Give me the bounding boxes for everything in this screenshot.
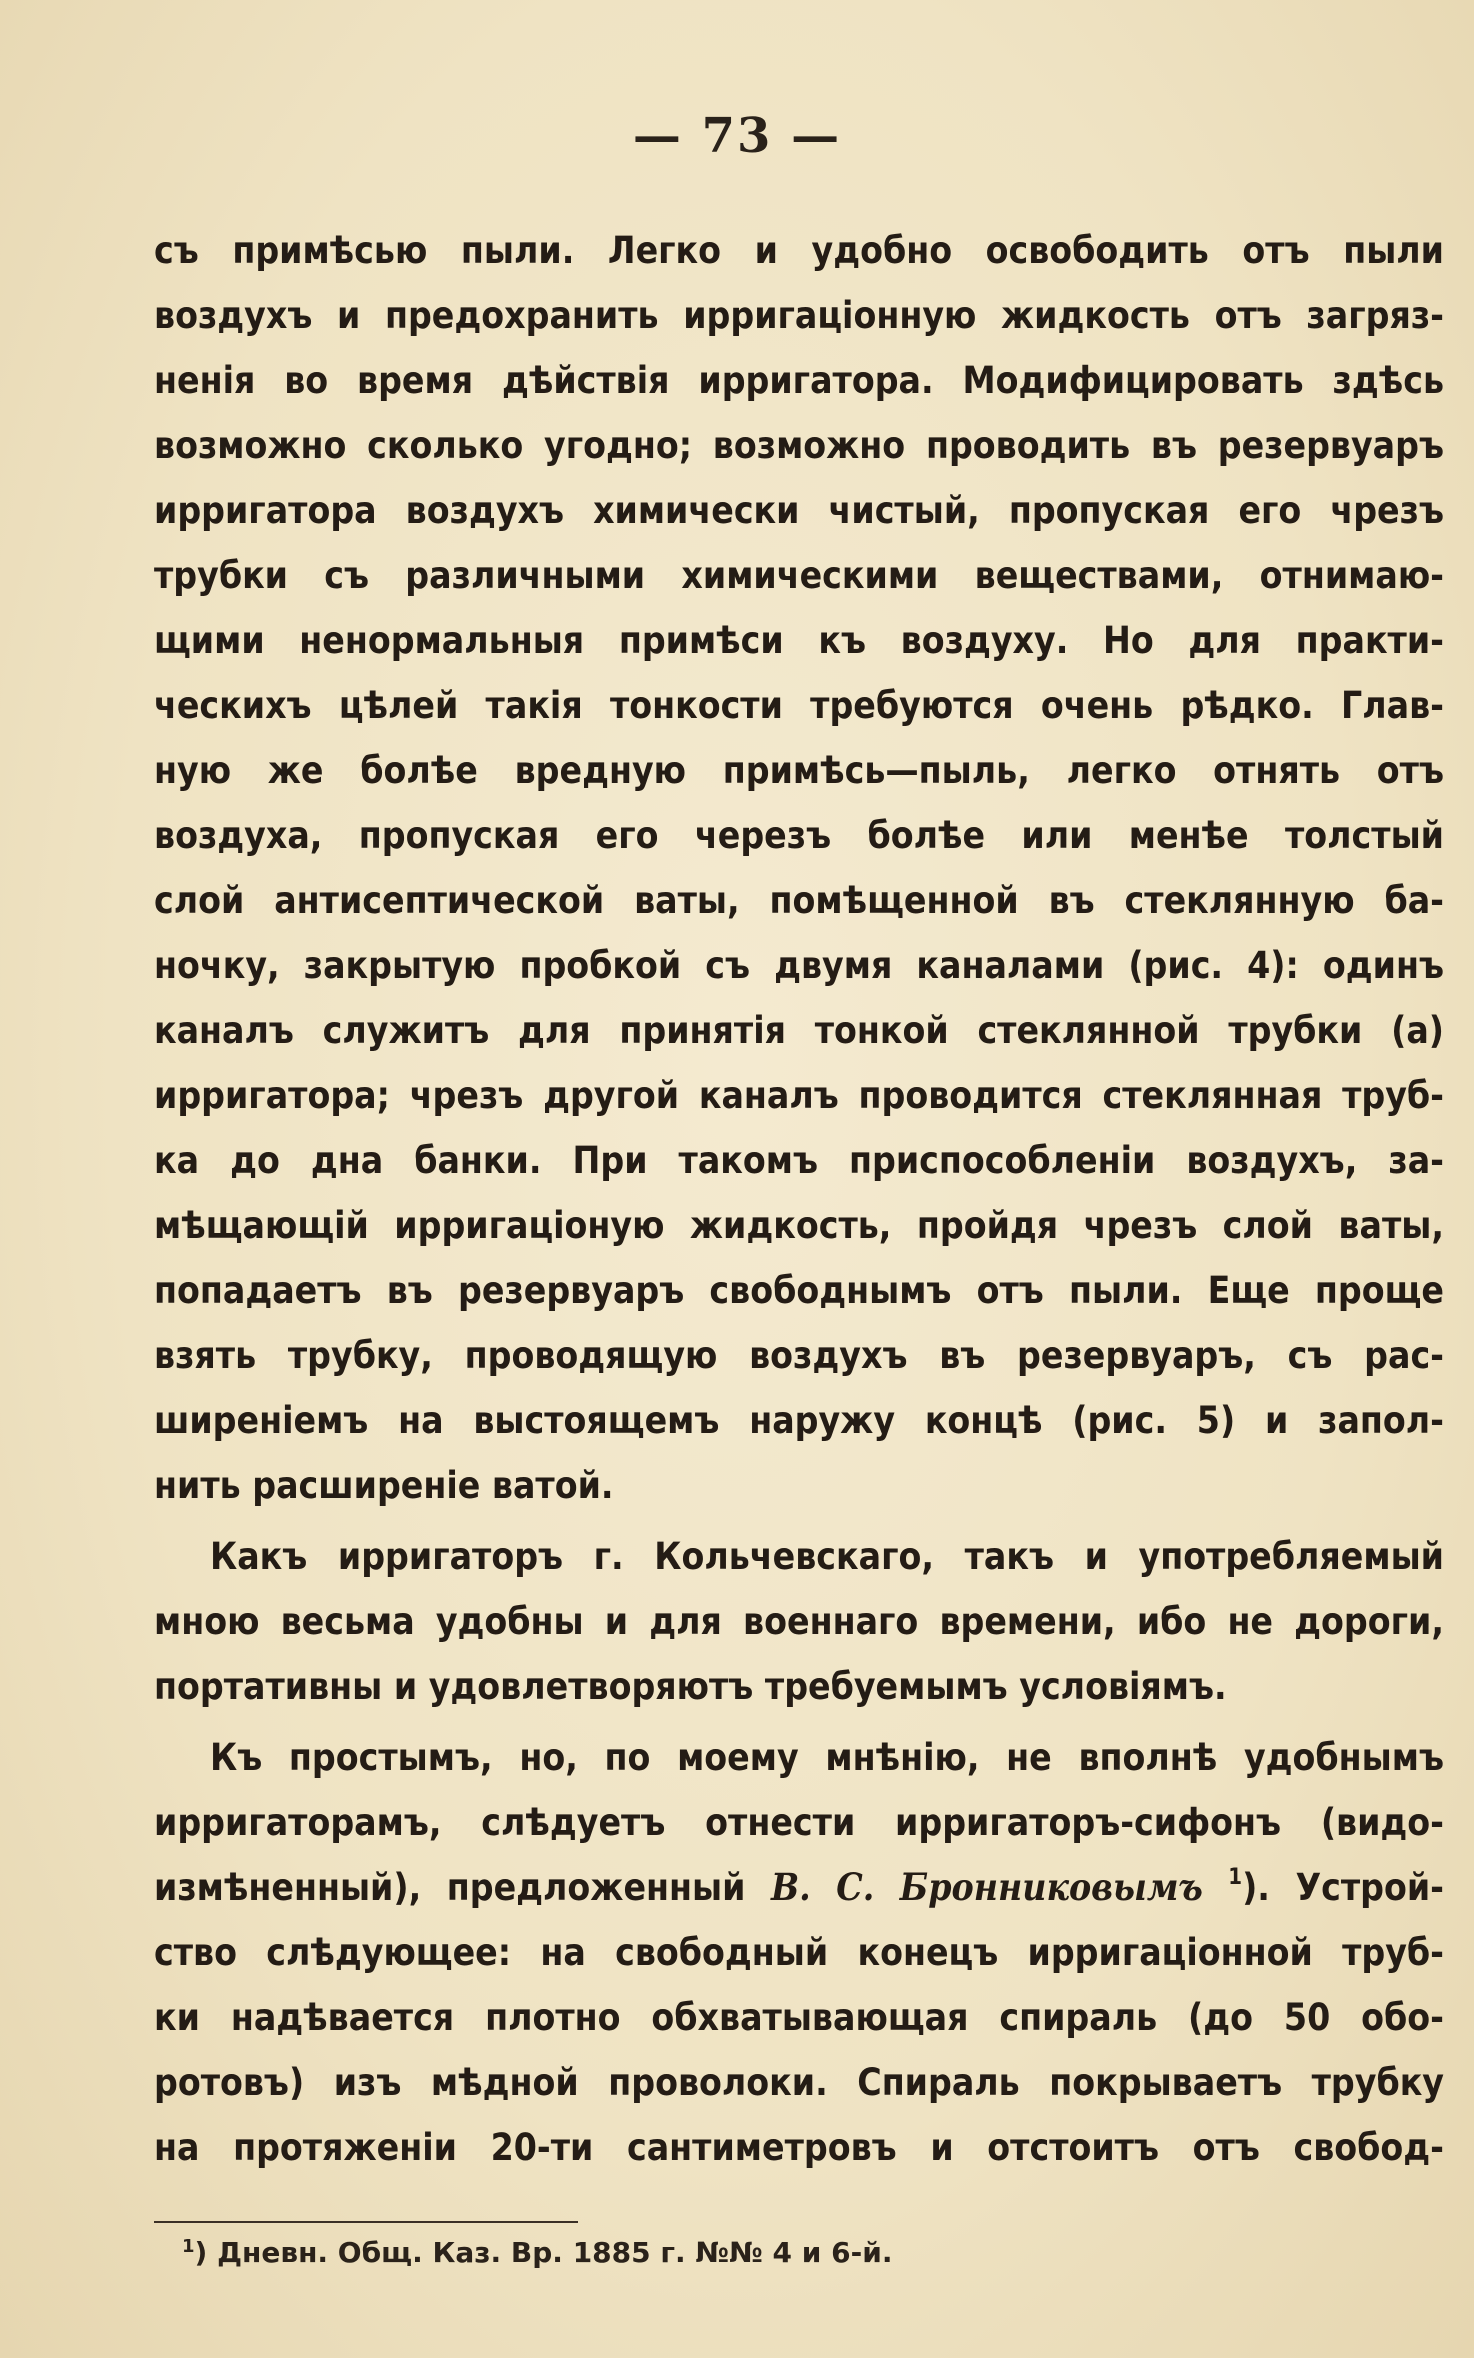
text-line: ирригаторамъ, слѣдуетъ отнести ирригаторъ-сифонъ (видо- [154, 1801, 1444, 1844]
footnote-mark: 1 [1228, 1865, 1243, 1890]
text-line: Какъ ирригаторъ г. Кольчевскаго, такъ и употребляемый [210, 1535, 1444, 1578]
text-line: ка до дна банки. При такомъ приспособленіи воздухъ, за- [154, 1139, 1444, 1182]
text-line: возможно сколько угодно; возможно проводить въ резервуаръ [154, 424, 1444, 467]
footnote-divider [154, 2221, 578, 2223]
text-line: ширеніемъ на выстоящемъ наружу концѣ (рис. 5) и запол- [154, 1399, 1444, 1442]
text-line: воздухъ и предохранить ирригаціонную жидкость отъ загряз- [154, 294, 1444, 337]
text-line-with-author [154, 1855, 1444, 1920]
footnote [182, 2236, 892, 2269]
body-text [154, 218, 1444, 2180]
text-line: ки надѣвается плотно обхватывающая спираль (до 50 обо- [154, 1996, 1444, 2039]
text-line: трубки съ различными химическими веществами, отнимаю- [154, 554, 1444, 597]
paragraph-3 [154, 1725, 1444, 2180]
text-line: Къ простымъ, но, по моему мнѣнію, не вполнѣ удобнымъ [210, 1736, 1444, 1779]
paragraph-2 [154, 1524, 1444, 1719]
text-line: ирригатора воздухъ химически чистый, пропуская его чрезъ [154, 489, 1444, 532]
text-line: ную же болѣе вредную примѣсь—пыль, легко отнять отъ [154, 749, 1444, 792]
author-name: В. С. Бронниковымъ [770, 1865, 1203, 1909]
page-number: — 73 — [632, 108, 842, 164]
footnote-text: ) Дневн. Общ. Каз. Вр. 1885 г. №№ 4 и 6-й. [194, 2236, 893, 2269]
text-line: ночку, закрытую пробкой съ двумя каналами (рис. 4): одинъ [154, 944, 1444, 987]
text-segment: измѣненный), предложенный [154, 1866, 746, 1909]
text-line: портативны и удовлетворяютъ требуемымъ условіямъ. [154, 1665, 1227, 1708]
text-line: каналъ служитъ для принятія тонкой стеклянной трубки (а) [154, 1009, 1444, 1052]
footnote-mark: 1 [182, 2236, 195, 2257]
text-line: слой антисептической ваты, помѣщенной въ стеклянную ба- [154, 879, 1444, 922]
text-line: взять трубку, проводящую воздухъ въ резервуаръ, съ рас- [154, 1334, 1444, 1377]
text-line: ческихъ цѣлей такія тонкости требуются очень рѣдко. Глав- [154, 684, 1444, 727]
text-line: мѣщающій ирригаціоную жидкость, пройдя чрезъ слой ваты, [154, 1204, 1444, 1247]
text-line: щими ненормальныя примѣси къ воздуху. Но для практи- [154, 619, 1444, 662]
text-line: на протяженіи 20-ти сантиметровъ и отстоитъ отъ свобод- [154, 2126, 1444, 2169]
text-line: ирригатора; чрезъ другой каналъ проводится стеклянная труб- [154, 1074, 1444, 1117]
text-line: съ примѣсью пыли. Легко и удобно освободить отъ пыли [154, 229, 1444, 272]
text-line: ство слѣдующее: на свободный конецъ ирригаціонной труб- [154, 1931, 1444, 1974]
text-line: ненія во время дѣйствія ирригатора. Модифицировать здѣсь [154, 359, 1444, 402]
text-line: мною весьма удобны и для военнаго времени, ибо не дороги, [154, 1600, 1444, 1643]
text-line: попадаетъ въ резервуаръ свободнымъ отъ пыли. Еще проще [154, 1269, 1444, 1312]
paragraph-1 [154, 218, 1444, 1518]
text-line: нить расширеніе ватой. [154, 1464, 614, 1507]
text-line: воздуха, пропуская его черезъ болѣе или менѣе толстый [154, 814, 1444, 857]
text-line: ротовъ) изъ мѣдной проволоки. Спираль покрываетъ трубку [154, 2061, 1444, 2104]
text-segment: ). Устрой- [1242, 1866, 1444, 1909]
